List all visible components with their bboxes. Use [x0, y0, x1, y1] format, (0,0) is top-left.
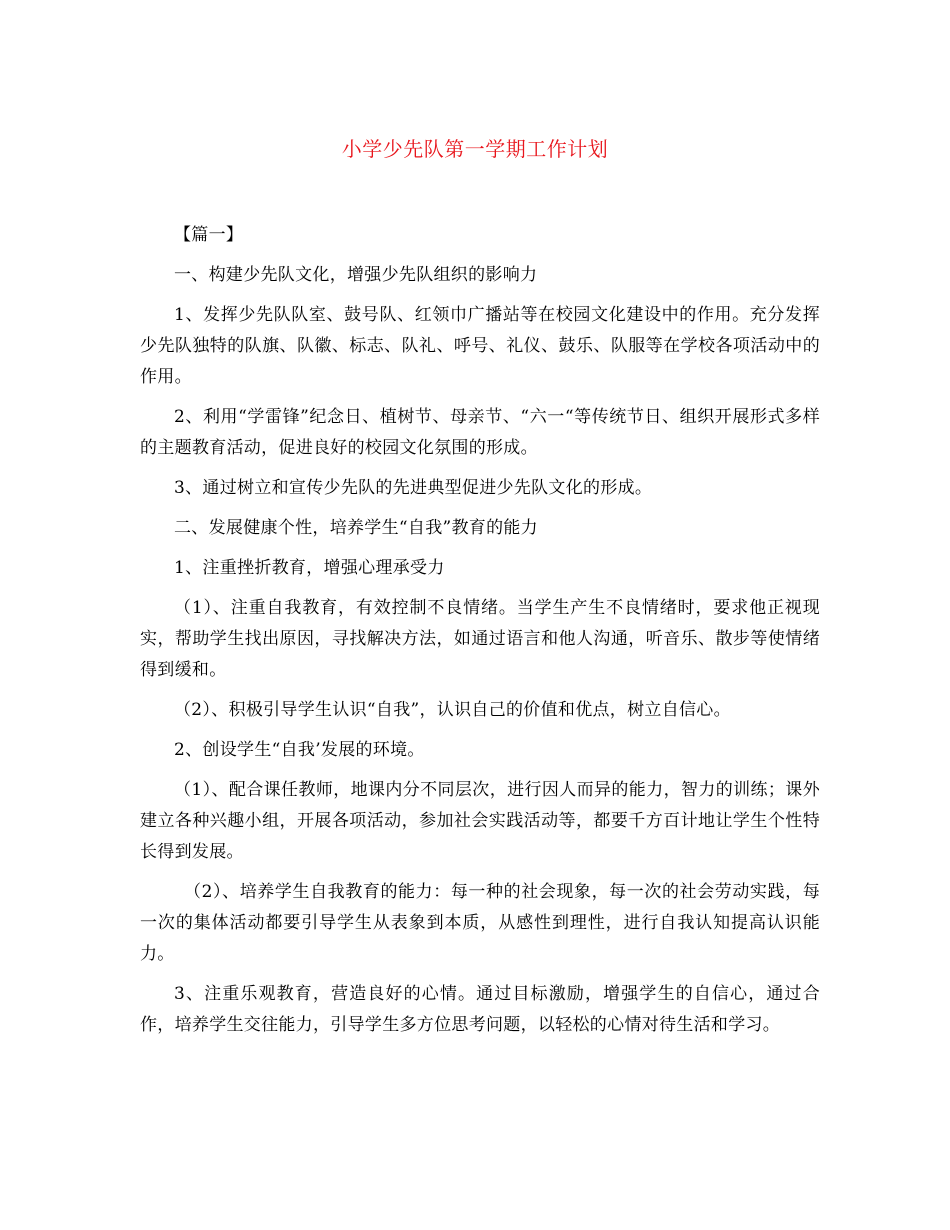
section-heading-1: 一、构建少先队文化，增强少先队组织的影响力 — [174, 265, 538, 285]
subheading-2-1: 1、注重挫折教育，增强心理承受力 — [174, 558, 445, 578]
document-title: 小学少先队第一学期工作计划 — [341, 137, 609, 161]
paragraph-2-1-1: （1）、注重自我教育，有效控制不良情绪。当学生产生不良情绪时，要求他正视现实，帮助学生找出原因，寻找解决方法，如通过语言和他人沟通，听音乐、散步等使情绪得到缓和。 — [140, 598, 820, 680]
paragraph-1-2: 2、利用“学雷锋”纪念日、植树节、母亲节、“六一“等传统节日、组织开展形式多样的主题教育活动，促进良好的校园文化氛围的形成。 — [140, 407, 820, 458]
document-body — [140, 220, 820, 1050]
paragraph-2-2-2: （2）、培养学生自我教育的能力：每一种的社会现象，每一次的社会劳动实践，每一次的集体活动都要引导学生从表象到本质，从感性到理性，进行自我认知提高认识能力。 — [140, 882, 820, 964]
paragraph-1-3: 3、通过树立和宣传少先队的先进典型促进少先队文化的形成。 — [174, 478, 653, 498]
paragraph-2-1-2: （2）、积极引导学生认识“自我”，认识自己的价值和优点，树立自信心。 — [174, 700, 731, 720]
section-heading-2: 二、发展健康个性，培养学生“自我”教育的能力 — [174, 518, 538, 538]
subheading-2-2: 2、创设学生“自我’发展的环境。 — [174, 740, 425, 760]
section-heading-part-one: 【篇一】 — [174, 225, 244, 245]
paragraph-2-2-1: （1）、配合课任教师，地课内分不同层次，进行因人而异的能力，智力的训练；课外建立各种兴趣小组，开展各项活动，参加社会实践活动等，都要千方百计地让学生个性特长得到发展。 — [140, 780, 820, 862]
paragraph-2-3: 3、注重乐观教育，营造良好的心情。通过目标激励，增强学生的自信心，通过合作，培养学生交往能力，引导学生多方位思考问题，以轻松的心情对待生活和学习。 — [140, 984, 820, 1035]
paragraph-1-1: 1、发挥少先队队室、鼓号队、红领巾广播站等在校园文化建设中的作用。充分发挥少先队独特的队旗、队徽、标志、队礼、呼号、礼仪、鼓乐、队服等在学校各项活动中的作用。 — [140, 305, 820, 387]
